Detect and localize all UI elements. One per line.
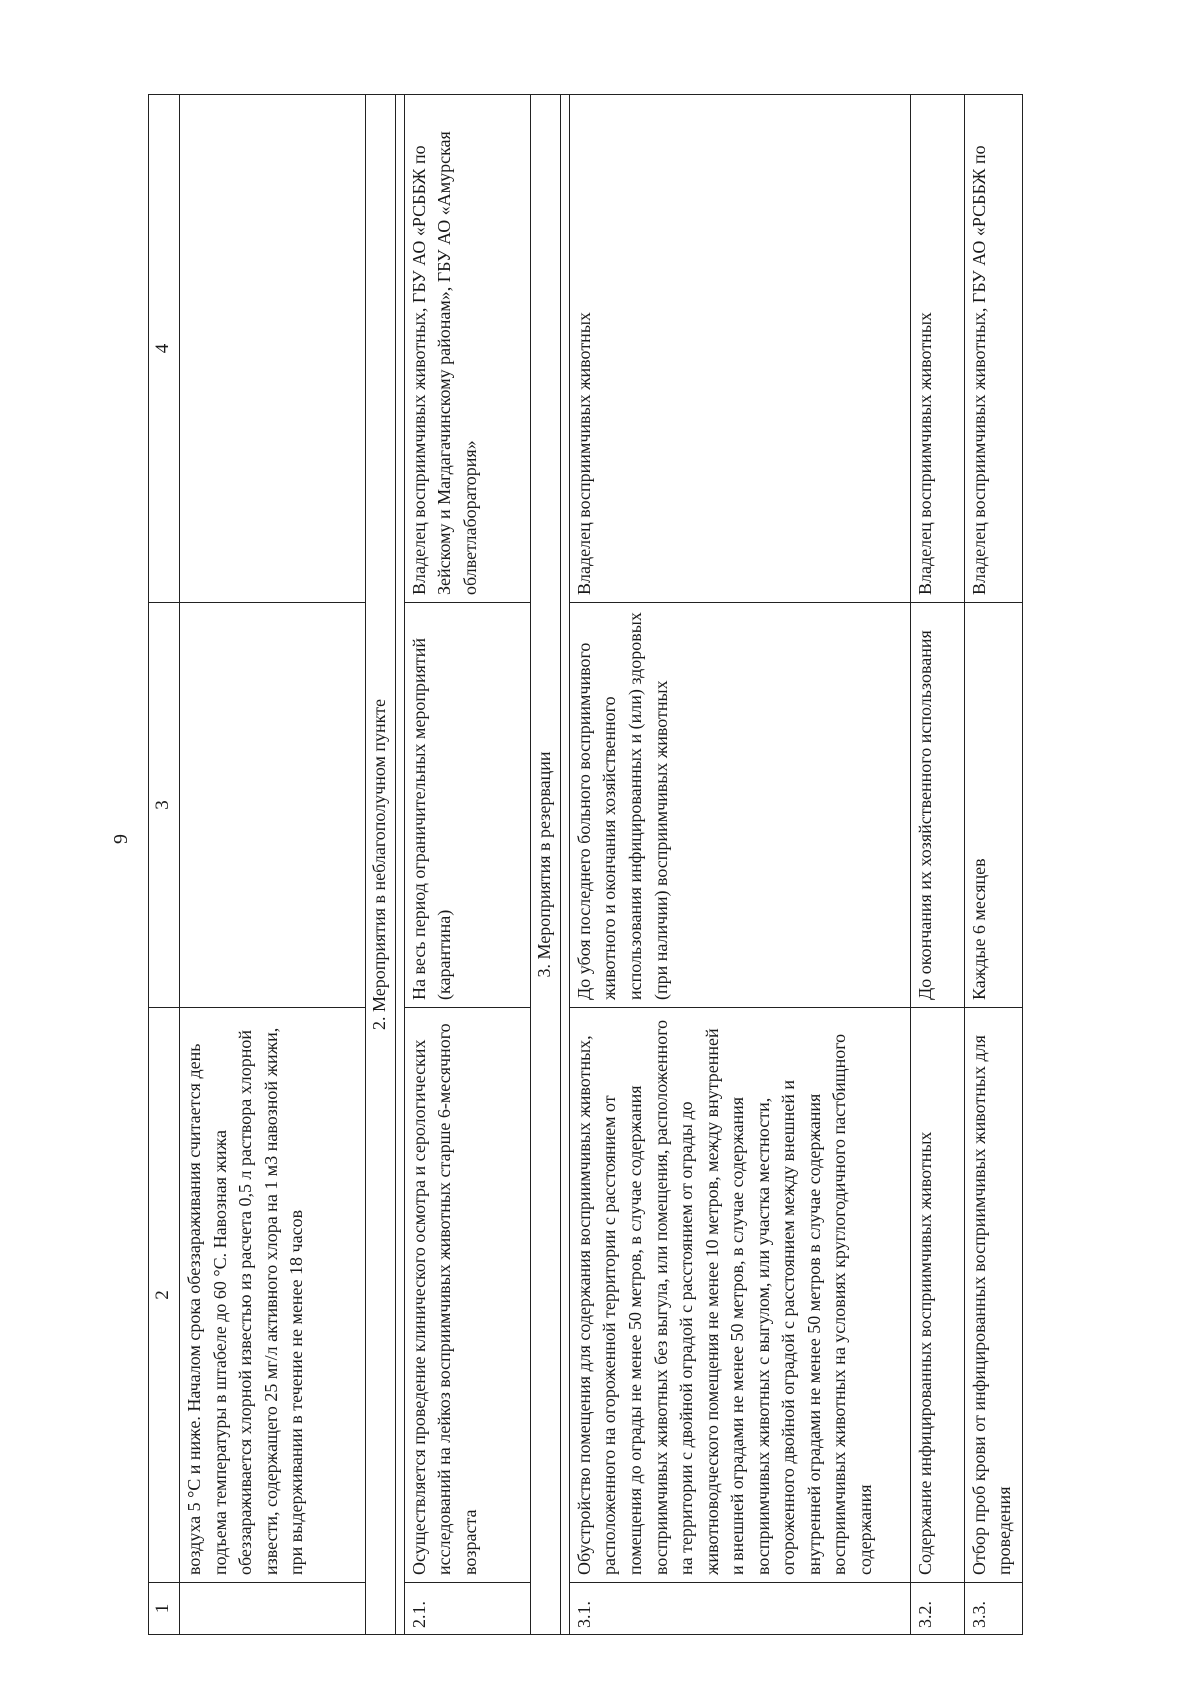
section-title-2: 2. Мероприятия в неблагополучном пункте bbox=[366, 95, 396, 1635]
table-row-2-1 bbox=[404, 95, 530, 1635]
cell-term: Каждые 6 месяцев bbox=[964, 603, 1022, 1008]
cell-term: До убоя последнего больного восприимчивого животного и окончания хозяйственного использования инфицированных и (или) здоровых (при наличии) восприимчивых животных bbox=[569, 603, 910, 1008]
cell-num: 3.2. bbox=[911, 1583, 965, 1635]
cell-term bbox=[179, 603, 365, 1008]
page-number: 9 bbox=[110, 834, 132, 844]
rotated-page-content bbox=[148, 95, 1023, 1635]
cell-term: На весь период ограничительных мероприятий (карантина) bbox=[404, 603, 530, 1008]
cell-responsible: Владелец восприимчивых животных, ГБУ АО «РСББЖ по bbox=[964, 95, 1022, 603]
table-row-3-1 bbox=[569, 95, 910, 1635]
table-row-continuation bbox=[179, 95, 365, 1635]
cell-measure: воздуха 5 °С и ниже. Началом срока обеззараживания считается день подъема температуры в штабеле до 60 °С. Навозная жижа обеззараживается хлорной известью из расчета 0,5 л раствора хлорной извести, содержащего 25 мг/л активного хлора на 1 м3 навозной жижи, при выдерживании в течение не менее 18 часов bbox=[179, 1008, 365, 1583]
table-row-3-2 bbox=[911, 95, 965, 1635]
gap-row bbox=[395, 95, 404, 1635]
cell-num: 3.1. bbox=[569, 1583, 910, 1635]
cell-measure: Осуществляется проведение клинического осмотра и серологических исследований на лейкоз восприимчивых животных старше 6-месячного возраста bbox=[404, 1008, 530, 1583]
section-title-3: 3. Мероприятия в резервации bbox=[531, 95, 561, 1635]
table-row-3-3 bbox=[964, 95, 1022, 1635]
header-col-4: 4 bbox=[149, 95, 180, 603]
cell-responsible: Владелец восприимчивых животных, ГБУ АО «РСББЖ по Зейскому и Магдагачинскому районам», ГБУ АО «Амурская облветлаборатория» bbox=[404, 95, 530, 603]
section-row-3 bbox=[531, 95, 561, 1635]
cell-responsible: Владелец восприимчивых животных bbox=[569, 95, 910, 603]
cell-num: 3.3. bbox=[964, 1583, 1022, 1635]
cell-num bbox=[179, 1583, 365, 1635]
cell-responsible bbox=[179, 95, 365, 603]
cell-num: 2.1. bbox=[404, 1583, 530, 1635]
section-row-2 bbox=[366, 95, 396, 1635]
cell-measure: Отбор проб крови от инфицированных восприимчивых животных для проведения bbox=[964, 1008, 1022, 1583]
cell-measure: Обустройство помещения для содержания восприимчивых животных, расположенного на огороженной территории с расстоянием от помещения до ограды не менее 50 метров, в случае содержания восприимчивых животных без выгула, или помещения, расположенного на территории с двойной оградой с расстоянием от ограды до животноводческого помещения не менее 10 метров, между внутренней и внешней оградами не менее 50 метров, в случае содержания восприимчивых животных с выгулом, или участка местности, огороженного двойной оградой с расстоянием между внешней и внутренней оградами не менее 50 метров в случае содержания восприимчивых животных на условиях круглогодичного пастбищного содержания bbox=[569, 1008, 910, 1583]
cell-term: До окончания их хозяйственного использования bbox=[911, 603, 965, 1008]
measures-table bbox=[148, 94, 1023, 1635]
header-row bbox=[149, 95, 180, 1635]
cell-measure: Содержание инфицированных восприимчивых животных bbox=[911, 1008, 965, 1583]
header-col-1: 1 bbox=[149, 1583, 180, 1635]
header-col-2: 2 bbox=[149, 1008, 180, 1583]
cell-responsible: Владелец восприимчивых животных bbox=[911, 95, 965, 603]
gap-row bbox=[560, 95, 569, 1635]
header-col-3: 3 bbox=[149, 603, 180, 1008]
